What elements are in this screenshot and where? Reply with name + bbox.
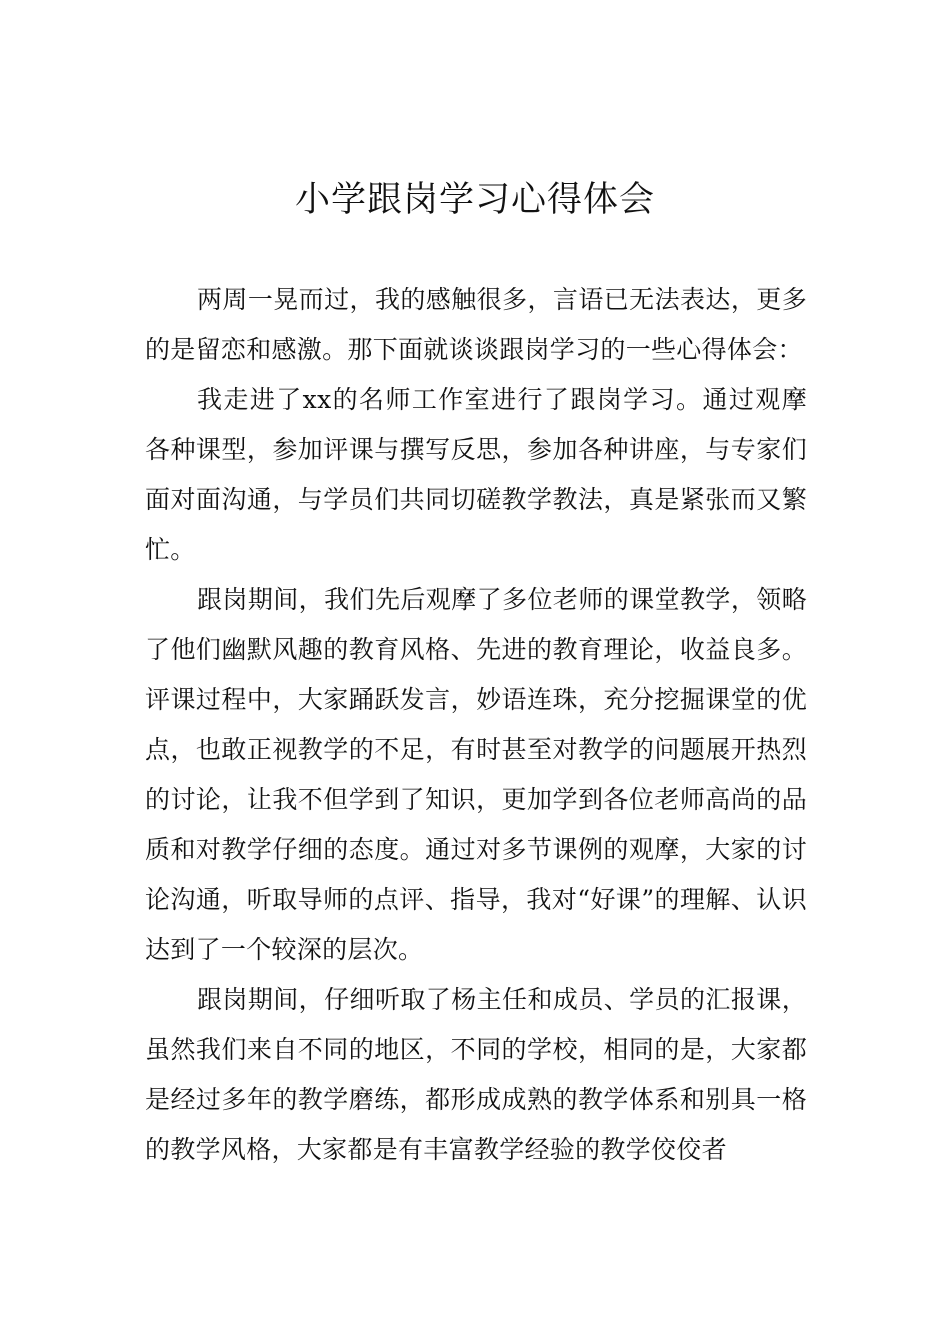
paragraph-2: 我走进了xx的名师工作室进行了跟岗学习。通过观摩各种课型，参加评课与撰写反思，参加各种讲座，与专家们面对面沟通，与学员们共同切磋教学教法，真是紧张而又繁忙。 [145, 385, 807, 564]
paragraph-1: 两周一晃而过，我的感触很多，言语已无法表达，更多的是留恋和感激。那下面就谈谈跟岗学习的一些心得体会： [145, 285, 807, 364]
paragraph-4: 跟岗期间，仔细听取了杨主任和成员、学员的汇报课，虽然我们来自不同的地区，不同的学校，相同的是，大家都是经过多年的教学磨练，都形成成熟的教学体系和别具一格的教学风格，大家都是有丰富教学经验的教学佼佼者 [145, 985, 807, 1164]
document-title: 小学跟岗学习心得体会 [294, 180, 655, 220]
document-body [145, 275, 807, 1175]
paragraph-3: 跟岗期间，我们先后观摩了多位老师的课堂教学，领略了他们幽默风趣的教育风格、先进的教育理论，收益良多。评课过程中，大家踊跃发言，妙语连珠，充分挖掘课堂的优点，也敢正视教学的不足，有时甚至对教学的问题展开热烈的讨论，让我不但学到了知识，更加学到各位老师高尚的品质和对教学仔细的态度。通过对多节课例的观摩，大家的讨论沟通，听取导师的点评、指导，我对“好课”的理解、认识达到了一个较深的层次。 [145, 585, 807, 964]
